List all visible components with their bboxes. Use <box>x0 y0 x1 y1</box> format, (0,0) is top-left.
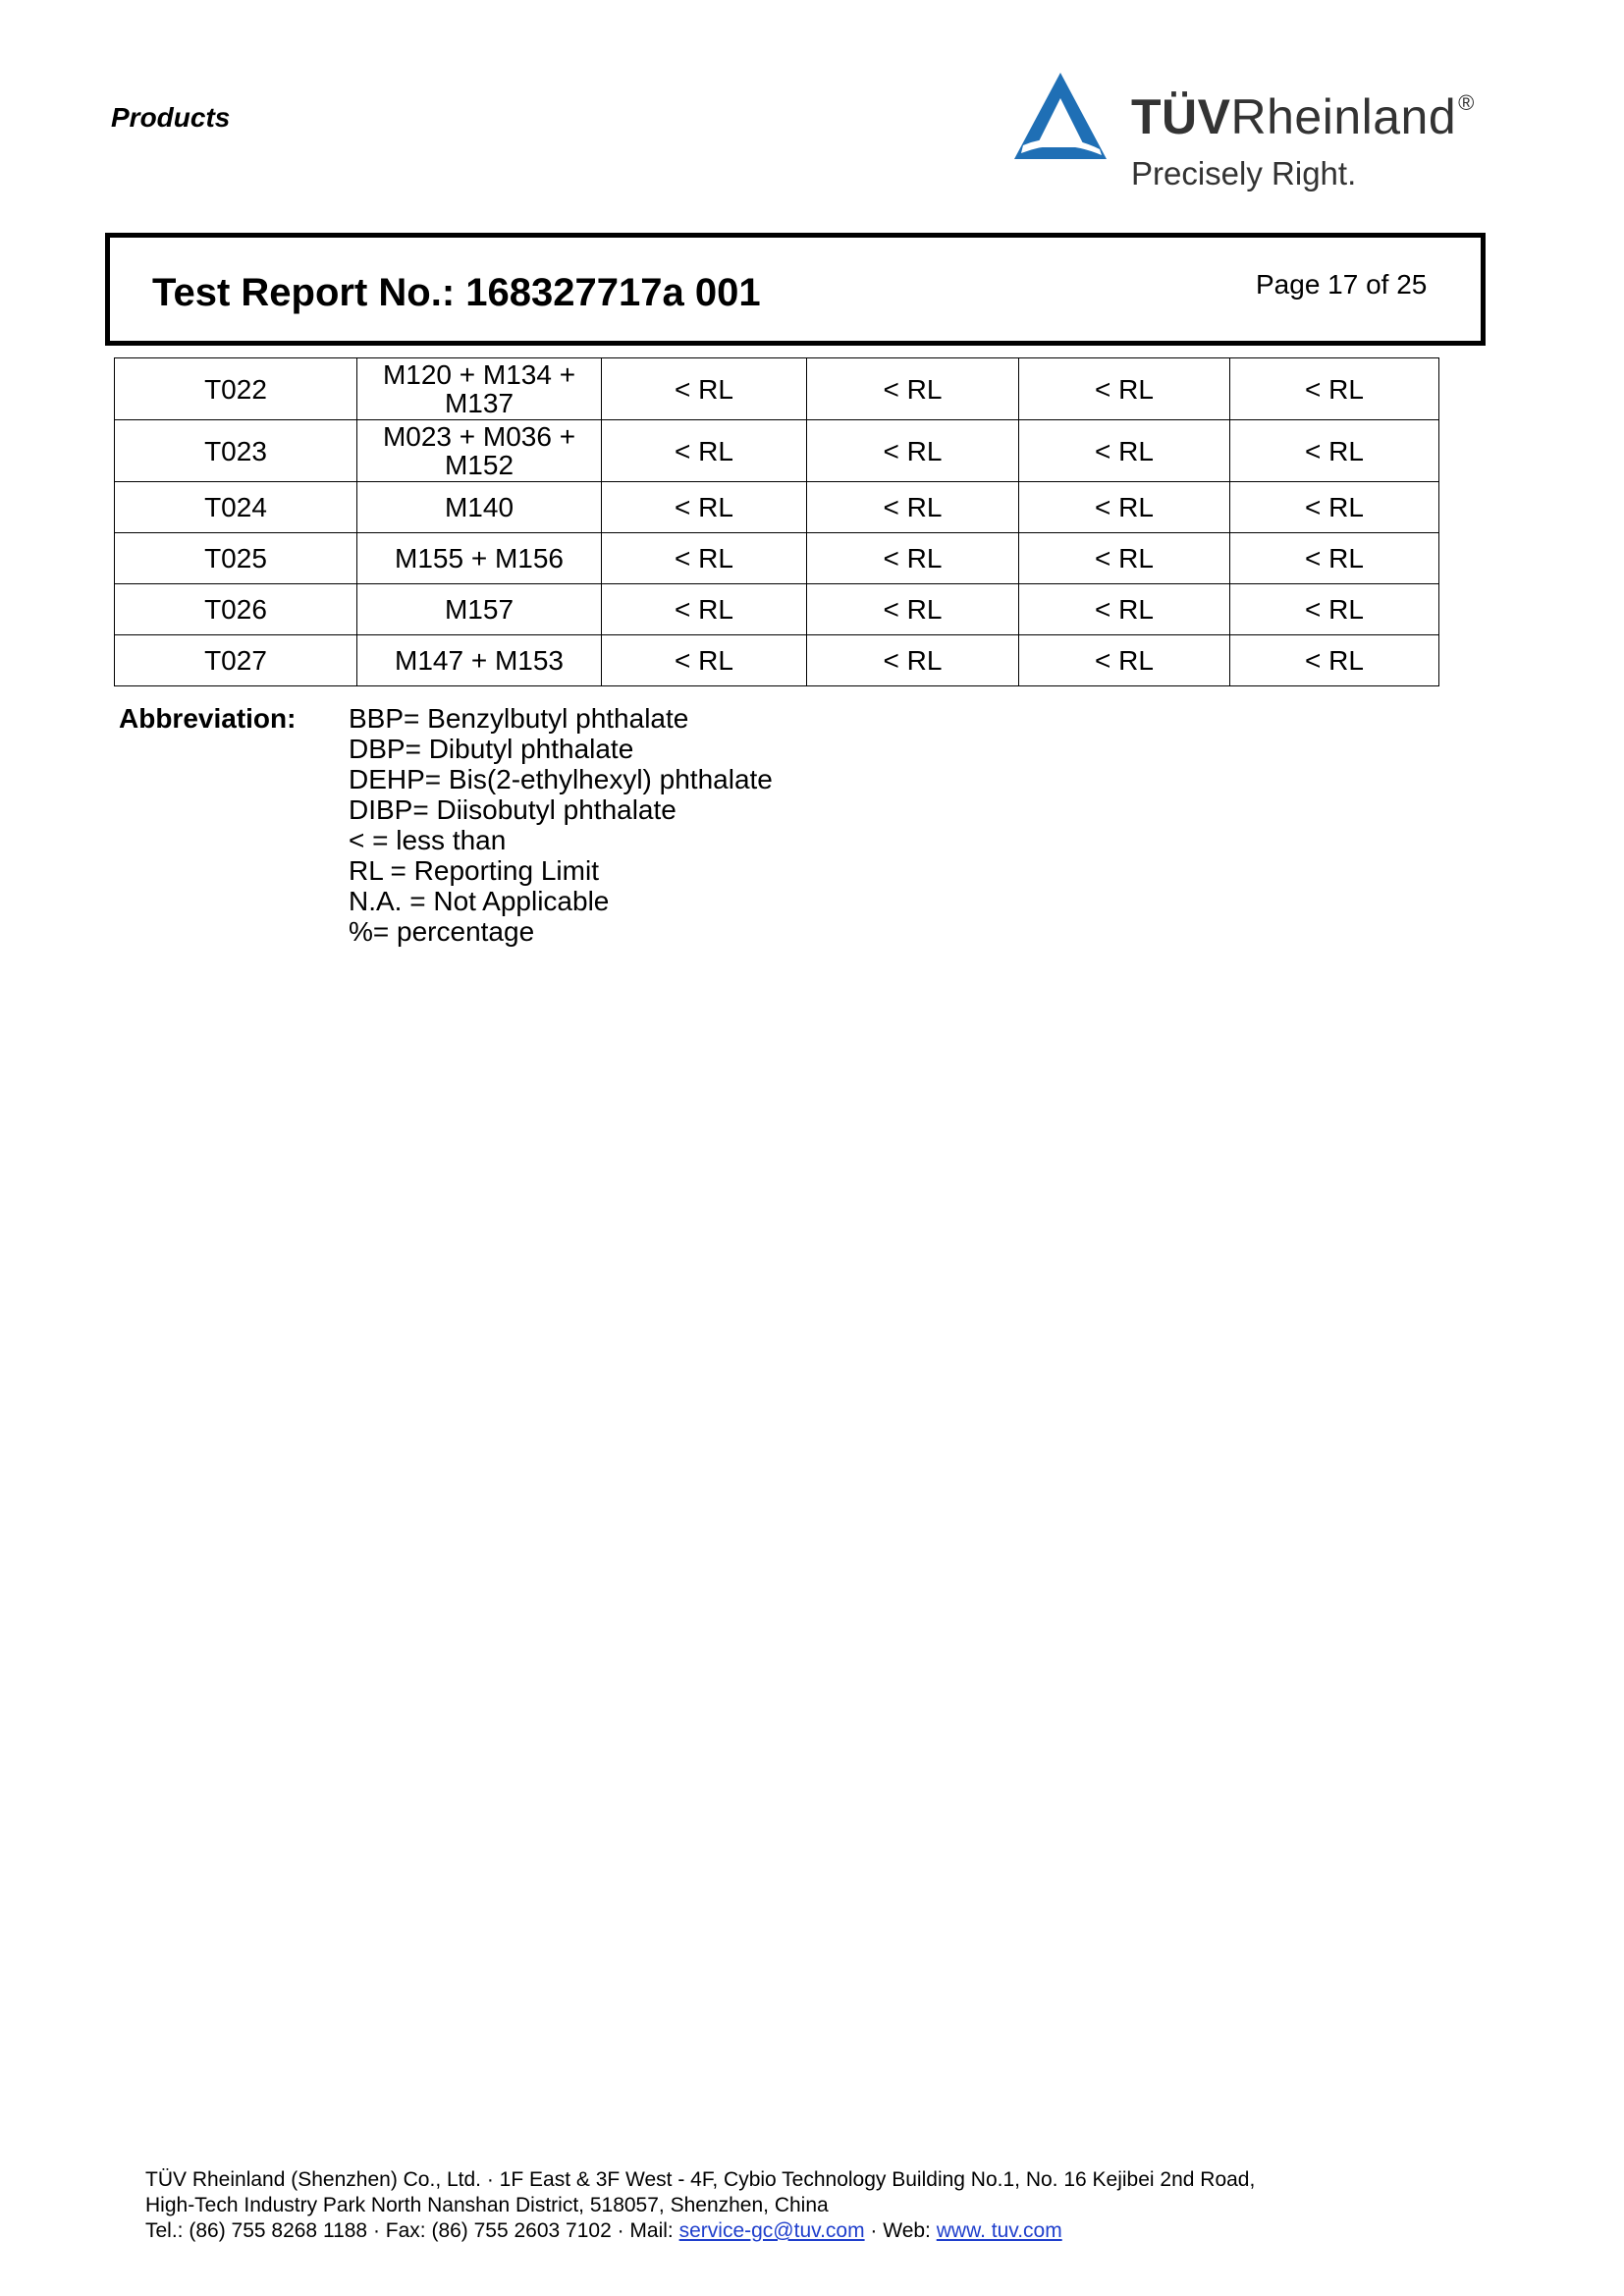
products-label: Products <box>111 102 231 133</box>
sample-id-cell: T023 <box>115 420 357 482</box>
result-cell: < RL <box>807 584 1019 635</box>
material-cell: M157 <box>357 584 602 635</box>
sample-id-cell: T022 <box>115 358 357 420</box>
result-cell: < RL <box>602 533 807 584</box>
result-cell: < RL <box>602 635 807 686</box>
sample-id-cell: T025 <box>115 533 357 584</box>
result-cell: < RL <box>602 358 807 420</box>
result-cell: < RL <box>1230 584 1439 635</box>
footer-address-line: High-Tech Industry Park North Nanshan District, 518057, Shenzhen, China <box>145 2194 829 2216</box>
footer-contact-line <box>145 2218 1255 2244</box>
table-row <box>115 635 1439 686</box>
table-row <box>115 584 1439 635</box>
material-cell: M023 + M036 + M152 <box>357 420 602 482</box>
footer <box>145 2167 1255 2244</box>
result-cell: < RL <box>807 635 1019 686</box>
result-cell: < RL <box>807 533 1019 584</box>
result-cell: < RL <box>1230 533 1439 584</box>
results-table <box>114 357 1439 686</box>
web-label: · Web: <box>864 2219 937 2242</box>
result-cell: < RL <box>807 420 1019 482</box>
result-cell: < RL <box>602 584 807 635</box>
sample-id-cell: T024 <box>115 482 357 533</box>
result-cell: < RL <box>602 482 807 533</box>
table-row <box>115 533 1439 584</box>
result-cell: < RL <box>1230 420 1439 482</box>
table-row <box>115 420 1439 482</box>
abbreviation-label: Abbreviation: <box>119 703 297 734</box>
sample-id-cell: T026 <box>115 584 357 635</box>
table-row <box>115 358 1439 420</box>
abbreviation-item: BBP= Benzylbutyl phthalate <box>349 703 689 734</box>
abbreviation-list <box>349 703 773 947</box>
abbreviation-item: %= percentage <box>349 916 535 947</box>
abbreviation-item: DBP= Dibutyl phthalate <box>349 734 634 764</box>
registered-mark: ® <box>1458 90 1475 115</box>
result-cell: < RL <box>807 482 1019 533</box>
abbreviation-item: < = less than <box>349 825 507 855</box>
result-cell: < RL <box>602 420 807 482</box>
result-cell: < RL <box>1019 358 1230 420</box>
result-cell: < RL <box>1230 635 1439 686</box>
footer-address-line: TÜV Rheinland (Shenzhen) Co., Ltd. · 1F East & 3F West - 4F, Cybio Technology Building No.1, No. 16 Kejibei 2nd Road, <box>145 2168 1256 2191</box>
table-row <box>115 482 1439 533</box>
result-cell: < RL <box>1019 635 1230 686</box>
result-cell: < RL <box>1019 420 1230 482</box>
logo-brand-bold: TÜV <box>1131 89 1231 144</box>
report-header-box <box>105 233 1486 346</box>
abbreviation-item: RL = Reporting Limit <box>349 855 599 886</box>
mail-link[interactable]: service-gc@tuv.com <box>678 2219 865 2242</box>
logo-brand-rest: Rheinland <box>1230 89 1457 144</box>
logo-tagline: Precisely Right. <box>1131 155 1357 191</box>
result-cell: < RL <box>1019 584 1230 635</box>
tuv-triangle-icon <box>1011 69 1110 167</box>
result-cell: < RL <box>1230 482 1439 533</box>
abbreviation-item: N.A. = Not Applicable <box>349 886 610 916</box>
web-link[interactable]: www. tuv.com <box>936 2219 1062 2242</box>
material-cell: M147 + M153 <box>357 635 602 686</box>
sample-id-cell: T027 <box>115 635 357 686</box>
footer-phone-fax: Tel.: (86) 755 8268 1188 · Fax: (86) 755 2603 7102 · Mail: <box>145 2219 679 2242</box>
abbreviation-item: DEHP= Bis(2-ethylhexyl) phthalate <box>349 764 773 794</box>
material-cell: M140 <box>357 482 602 533</box>
report-title: Test Report No.: 168327717a 001 <box>152 271 761 314</box>
page-number: Page 17 of 25 <box>1256 269 1428 300</box>
material-cell: M120 + M134 + M137 <box>357 358 602 420</box>
result-cell: < RL <box>807 358 1019 420</box>
result-cell: < RL <box>1230 358 1439 420</box>
tuv-rheinland-logo <box>1011 69 1502 201</box>
result-cell: < RL <box>1019 482 1230 533</box>
result-cell: < RL <box>1019 533 1230 584</box>
material-cell: M155 + M156 <box>357 533 602 584</box>
abbreviation-item: DIBP= Diisobutyl phthalate <box>349 794 677 825</box>
logo-brand-name <box>1131 88 1475 145</box>
